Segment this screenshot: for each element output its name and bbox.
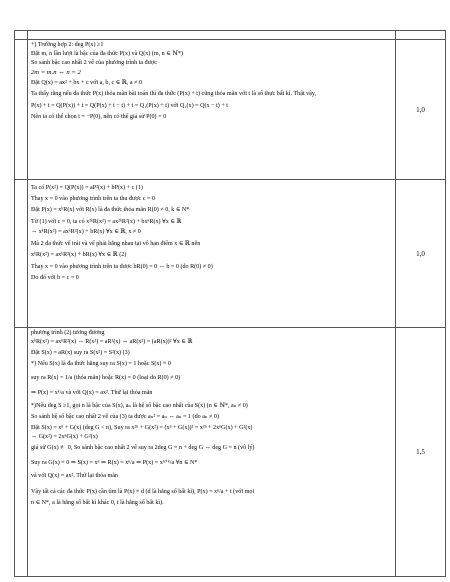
equation-line: ⇔ G(x²) = 2xⁿG(x) + G²(x)	[31, 433, 98, 440]
text-line: Thay x = 0 vào phương trình trên ta thu được c = 0	[31, 196, 155, 203]
header-row	[15, 31, 446, 40]
solution-row	[15, 180, 446, 328]
score-cell: 1,0	[396, 180, 446, 328]
text-line: Ta thấy rằng nếu đa thức P(x) thỏa mãn bài toán thì đa thức (P(x) + t) cũng thỏa mãn với t là số thực bất kì. Thật vậy,	[31, 91, 317, 98]
text-line: Đặt P(x) = xᵏR(x) với R(x) là đa thức thỏa mãn R(0) ≠ 0, k ∈ N*	[31, 207, 190, 214]
text-line: ⇒ P(x) = xᵏ/a và với Q(x) = ax². Thử lại thỏa mãn	[31, 390, 153, 397]
equation-line: ⇔ xᵏR(x²) = axᵏR²(x) + bR(x) ∀x ∈ ℝ, x ≠ 0	[31, 229, 141, 236]
text-line: suy ra R(x) = 1/a (thỏa mãn) hoặc R(x) = 0 (loại do R(0) ≠ 0)	[31, 375, 181, 382]
solution-text	[28, 40, 395, 122]
text-line: Suy ra G(x) ≡ 0 ⇒ S(x) = xⁿ ⇒ R(x) = xⁿ/a ⇒ P(x) = xⁿ⁺ᵏ/a ∀n ∈ N*	[31, 460, 198, 467]
equation-line: xᵏR(x²) = axᵏR²(x) + bR(x) ∀x ∈ ℝ (2)	[31, 251, 127, 258]
score-cell: 1,0	[396, 40, 446, 180]
text-line: +) Trường hợp 2: deg P(x) ≥1	[31, 42, 104, 48]
equation-line: P(x) + t = Q(P(x)) + t = Q(P(x) + t − t) + t = Q₁(P(x) + t) với Q₁(x) = Q(x − t) + t	[31, 102, 228, 109]
solution-table	[14, 30, 442, 575]
text-line: So sánh hệ số bậc cao nhất 2 vế của (3) ta được aₙ² = aₙ ⇔ aₙ = 1 (do aₙ ≠ 0)	[31, 413, 220, 420]
text-line: Đặt m, n lần lượt là bậc của đa thức P(x) và Q(x) (m, n ∈ ℕ*)	[31, 51, 183, 58]
text-line: phương trình (2) tương đương	[31, 330, 105, 336]
text-line: *)Nếu deg S ≥1, gọi n là bậc của S(x), aₙ là hệ số bậc cao nhất của S(x) (n ∈ ℕ*, aₙ ≠ 0)	[31, 402, 248, 409]
row-content-cell	[28, 180, 396, 328]
solution-row	[15, 328, 446, 577]
score-cell: 1,5	[396, 328, 446, 577]
row-index-cell	[15, 180, 28, 328]
header-cell-content	[28, 31, 396, 40]
blank-line	[31, 481, 392, 488]
equation-line: 2m = m.n ⇔ n = 2	[31, 69, 81, 77]
text-line: So sánh bậc cao nhất 2 vế của phương trình ta được	[31, 60, 157, 67]
header-cell-index	[15, 31, 28, 40]
solution-row	[15, 40, 446, 180]
row-content-cell	[28, 40, 396, 180]
text-line: Đặt S(x) = xⁿ + G(x) (deg G < n), Suy ra x²ⁿ + G(x²) = (xⁿ + G(x))² = x²ⁿ + 2xⁿG(x) + G²(x)	[31, 424, 253, 431]
text-line: Từ (1) với c = 0, ta có x²ᵏR(x²) = ax²ᵏR²(x) + bxᵏR(x) ∀x ∈ ℝ	[31, 219, 182, 226]
equation-line: xᵏR(x²) = axᵏR²(x) ⇔ R(x²) = aR²(x) ⇔ aR(x²) = (aR(x))² ∀x ∈ ℝ	[31, 339, 193, 346]
text-line: Đặt S(x) = aR(x) suy ra S(x²) = S²(x) (3)	[31, 350, 130, 357]
solution-grid	[14, 30, 446, 577]
text-line: Mà 2 đa thức vế trái và vế phải bằng nhau tại vô hạn điểm x ∈ ℝ nên	[31, 241, 201, 248]
row-content-cell	[28, 328, 396, 577]
text-line: Do đó với b = c = 0	[31, 274, 79, 281]
row-index-cell	[15, 40, 28, 180]
header-cell-score	[396, 31, 446, 40]
solution-text	[28, 328, 395, 508]
text-line: và với Q(x) = ax². Thử lại thỏa mãn	[31, 473, 118, 480]
equation-line: Ta có P(x²) = Q(P(x)) = aP²(x) + bP(x) + c (1)	[31, 185, 143, 191]
text-line: n ∈ N*, a là hằng số bất kì khác 0, t là hằng số bất kì).	[31, 500, 164, 507]
text-line: giả sử G(x) ≢ 0, So sánh bậc cao nhất 2 vế suy ra 2deg G = n + deg G ⇔ deg G = n (vô lý)	[31, 444, 255, 451]
solution-text	[28, 180, 395, 283]
text-line: *) Nếu S(x) là đa thức hằng suy ra S(x) = 1 hoặc S(x) ≡ 0	[31, 361, 171, 368]
text-line: Đặt Q(x) = ax² + bx + c với a, b, c ∈ ℝ, a ≠ 0	[31, 80, 143, 87]
text-line: Vậy tất cả các đa thức P(x) cần tìm là P(x) ≡ d (d là hằng số bất kì), P(x) = xⁿ/a + t (với mọi	[31, 489, 255, 496]
row-index-cell	[15, 328, 28, 577]
text-line: Thay x = 0 vào phương trình trên ta được bR(0) = 0 ⇔ b = 0 (do R(0) ≠ 0)	[31, 263, 213, 270]
text-line: Nên ta có thể chọn t = −P(0), nên có thể giả sử P(0) = 0	[31, 113, 167, 120]
